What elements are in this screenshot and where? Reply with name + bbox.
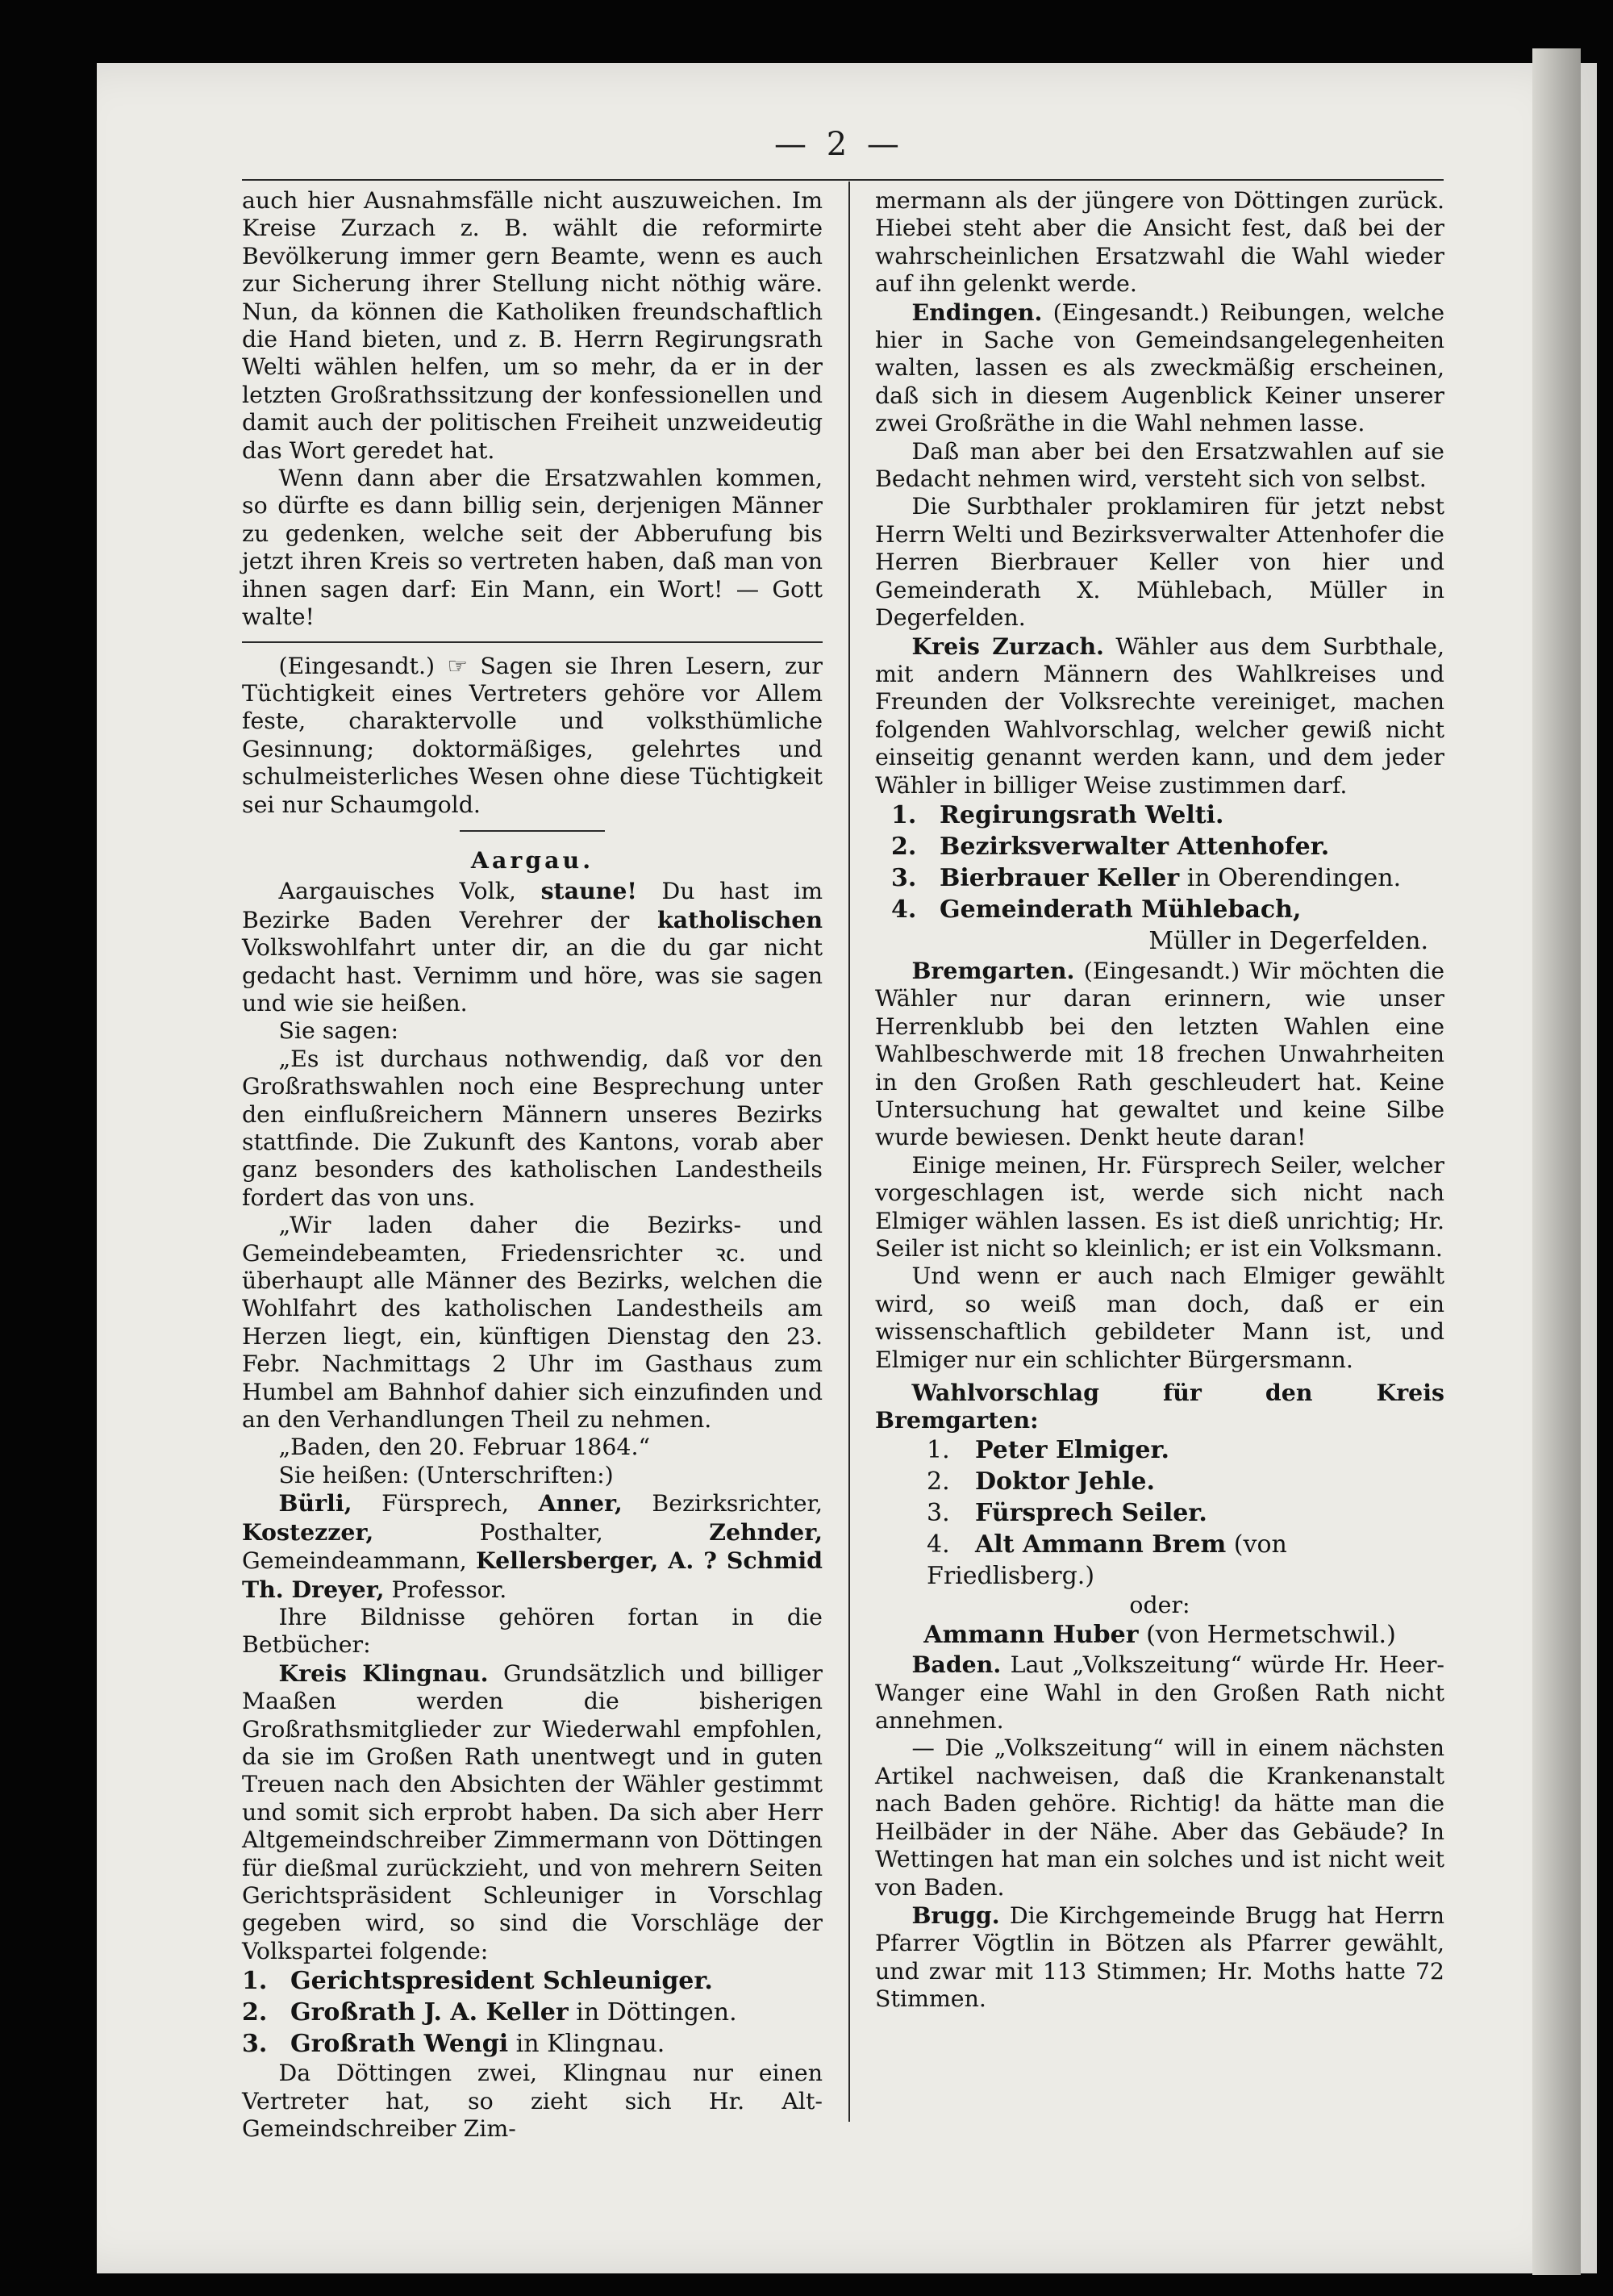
list-item bbox=[891, 894, 1444, 925]
list-item bbox=[242, 1997, 823, 2028]
candidate-name: Großrath J. A. Keller bbox=[290, 1998, 569, 2027]
candidate-name: Bezirksverwalter Attenhofer. bbox=[940, 832, 1330, 861]
paragraph-zurzach bbox=[875, 632, 1444, 799]
candidate-list-zurzach bbox=[875, 799, 1444, 957]
list-item bbox=[242, 1965, 823, 1997]
list-item bbox=[242, 2028, 823, 2060]
paragraph-text: Sagen sie Ihren Lesern, zur Tüchtigkeit eines Vertreters gehöre vor Allem feste, charaktervolle und volksthümliche Gesinnung; doktormäßiges, gelehrtes und schulmeisterliches Wesen ohne diese Tüchtigkeit sei nur Schaumgold. bbox=[242, 652, 823, 818]
list-number: 3. bbox=[927, 1498, 950, 1527]
candidate-place: (von Hermetschwil.) bbox=[1146, 1621, 1396, 1650]
signatory-name: Kostezzer, bbox=[242, 1517, 374, 1546]
list-number: 2. bbox=[242, 1998, 268, 2027]
signatory-role: Gemeindeammann, bbox=[242, 1547, 467, 1575]
candidate-list bbox=[242, 1965, 823, 2060]
list-item bbox=[891, 862, 1444, 894]
column-divider bbox=[848, 182, 850, 2122]
district-heading: Kreis Zurzach. bbox=[911, 632, 1104, 660]
paragraph-eingesandt bbox=[242, 653, 823, 819]
candidate-name: Doktor Jehle. bbox=[975, 1467, 1155, 1496]
paragraph: Sie sagen: bbox=[278, 1017, 399, 1045]
paragraph-text: Laut „Volkszeitung“ würde Hr. Heer-Wanger eine Wahl in den Großen Rath nicht annehmen. bbox=[875, 1651, 1444, 1735]
paragraph-text: Die Kirchgemeinde Brugg hat Herrn Pfarrer Vögtlin in Bötzen als Pfarrer gewählt, und zwar mit 113 Stimmen; Hr. Moths hatte 72 Stimmen. bbox=[875, 1902, 1444, 2013]
candidate-name: Ammann Huber bbox=[923, 1621, 1139, 1650]
district-heading: Brugg. bbox=[911, 1901, 1000, 1929]
section-heading-aargau: Aargau. bbox=[470, 845, 594, 874]
district-heading: Kreis Klingnau. bbox=[278, 1659, 489, 1687]
list-item bbox=[891, 799, 1444, 831]
pointing-hand-icon: ☞ bbox=[447, 652, 468, 679]
candidate-name: Gemeinderath Mühlebach, bbox=[940, 895, 1302, 924]
district-heading: Bremgarten. bbox=[911, 956, 1075, 984]
candidate-place: in Oberendingen. bbox=[1186, 863, 1402, 892]
paragraph: Wenn dann aber die Ersatzwahlen kommen, so dürfte es dann billig sein, derjenigen Männer zu gedenken, welche seit der Abberufung bis jetzt ihren Kreis so vertreten haben, daß man von ihnen sagen darf: Ein Mann, ein Wort! — Gott walte! bbox=[242, 465, 823, 631]
candidate-name: Bierbrauer Keller bbox=[940, 863, 1180, 892]
emphasis: staune! bbox=[540, 877, 637, 905]
paragraph: — Die „Volkszeitung“ will in einem nächsten Artikel nachweisen, daß die Krankenanstalt nach Baden gehöre. Richtig! da hätte man die Heilbäder in der Nähe. Aber das Gebäude? In Wettingen hat man ein solches und ist nicht weit von Baden. bbox=[875, 1735, 1444, 1901]
list-item-tail: Müller in Degerfelden. bbox=[1148, 926, 1428, 955]
list-number: 2. bbox=[927, 1467, 950, 1496]
left-column bbox=[242, 187, 823, 2143]
paragraph-baden bbox=[875, 1651, 1444, 1735]
paragraph-bremgarten bbox=[875, 957, 1444, 1152]
list-item bbox=[891, 831, 1444, 862]
signatory-role: Fürsprech, bbox=[381, 1490, 510, 1517]
signatory-role: Bezirksrichter, bbox=[652, 1490, 823, 1517]
candidate-list-bremgarten bbox=[875, 1434, 1444, 1592]
signatory-name: Anner, bbox=[538, 1489, 623, 1517]
paragraph-text: Wähler aus dem Surbthale, mit andern Männern des Wahlkreises und Freunden der Volksrechte vereiniget, machen folgenden Wahlvorschlag, welcher gewiß nicht einseitig genannt werden kann, und dem jeder Wähler in billiger Weise zustimmen darf. bbox=[875, 632, 1444, 799]
signatory-role: Professor. bbox=[391, 1576, 507, 1603]
list-item bbox=[927, 1497, 1444, 1529]
paragraph-endingen bbox=[875, 298, 1444, 438]
divider bbox=[242, 641, 823, 643]
paragraph: Da Döttingen zwei, Klingnau nur einen Vertreter hat, so zieht sich Hr. Alt-Gemeindschreiber Zim- bbox=[242, 2060, 823, 2142]
candidate-place: in Klingnau. bbox=[515, 2030, 665, 2059]
list-number: 3. bbox=[242, 2030, 268, 2059]
paragraph: Ihre Bildnisse gehören fortan in die Betbücher: bbox=[242, 1603, 823, 1659]
list-number: 2. bbox=[891, 832, 917, 861]
emphasis: katholischen bbox=[657, 905, 823, 933]
page-edge-shadow bbox=[1532, 48, 1581, 2275]
paragraph-klingnau bbox=[242, 1659, 823, 1965]
list-number: 4. bbox=[891, 895, 917, 924]
paragraph bbox=[242, 877, 823, 1017]
signatory-name: Kellersberger, A. ? Schmid Th. Dreyer, bbox=[242, 1547, 823, 1603]
paragraph-text: (Eingesandt.) Wir möchten die Wähler nur daran erinnern, wie unser Herrenklubb bei den letzten Wahlen eine Wahlbeschwerde mit 18 frechen Unwahrheiten in den Großen Rath geschleudert hat. Keine Untersuchung hat gewaltet und keine Silbe wurde bewiesen. Denkt heute daran! bbox=[875, 957, 1444, 1151]
paragraph: Daß man aber bei den Ersatzwahlen auf sie Bedacht nehmen wird, versteht sich von selbst. bbox=[875, 437, 1444, 493]
list-number: 1. bbox=[242, 1967, 268, 1996]
section-heading-wahlvorschlag: Wahlvorschlag für den Kreis Bremgarten: bbox=[875, 1379, 1444, 1434]
paragraph: Die Surbthaler proklamiren für jetzt nebst Herrn Welti und Bezirksverwalter Attenhofer die Herren Bierbrauer Keller von hier und Gemeinderath X. Mühlebach, Müller in Degerfelden. bbox=[875, 493, 1444, 632]
district-heading: Baden. bbox=[911, 1651, 1002, 1679]
header-rule bbox=[242, 179, 1444, 181]
list-number: 4. bbox=[927, 1530, 950, 1559]
candidate-place: (von Friedlisberg.) bbox=[927, 1530, 1287, 1590]
eingesandt-label: (Eingesandt.) bbox=[278, 652, 436, 679]
list-number: 1. bbox=[891, 800, 917, 829]
list-number: 3. bbox=[891, 863, 917, 892]
paragraph: mermann als der jüngere von Döttingen zurück. Hiebei steht aber die Ansicht fest, daß bei der wahrscheinlichen Ersatzwahl die Wahl wieder auf ihn gelenkt werde. bbox=[875, 187, 1444, 298]
paragraph-brugg bbox=[875, 1902, 1444, 2014]
list-number: 1. bbox=[927, 1435, 950, 1464]
candidate-name: Alt Ammann Brem bbox=[975, 1530, 1227, 1559]
candidate-place: in Döttingen. bbox=[576, 1998, 737, 2027]
quote-date: „Baden, den 20. Februar 1864.“ bbox=[278, 1434, 650, 1461]
right-column bbox=[875, 187, 1444, 2014]
signatory-name: Zehnder, bbox=[709, 1517, 823, 1546]
signatory-name: Bürli, bbox=[278, 1489, 352, 1517]
list-item bbox=[927, 1466, 1444, 1497]
district-heading: Endingen. bbox=[911, 298, 1043, 326]
paragraph: Und wenn er auch nach Elmiger gewählt wird, so weiß man doch, daß er ein wissenschaftlich gebildeter Mann ist, und Elmiger nur ein schlichter Bürgersmann. bbox=[875, 1263, 1444, 1373]
text-span: Aargauisches Volk, bbox=[278, 878, 516, 905]
quote-paragraph: „Es ist durchaus nothwendig, daß vor den Großrathswahlen noch eine Besprechung unter den einflußreichern Männern unseres Bezirks stattfinde. Die Zukunft des Kantons, vorab aber ganz besonders des katholischen Landestheils fordert das von uns. bbox=[242, 1045, 823, 1211]
quote-paragraph: „Wir laden daher die Bezirks- und Gemeindebeamten, Friedensrichter ꝛc. und überhaupt alle Männer des Bezirks, welchen die Wohlfahrt des katholischen Landestheils am Herzen liegt, ein, künftigen Dienstag den 23. Febr. Nachmittags 2 Uhr im Gasthaus zum Humbel am Bahnhof dahier sich einzufinden und an den Verhandlungen Theil zu nehmen. bbox=[242, 1212, 823, 1434]
paragraph-text: (Eingesandt.) Reibungen, welche hier in Sache von Gemeindsangelegenheiten walten, lassen es als zweckmäßig erscheinen, daß sich in diesem Augenblick Keiner unserer zwei Großräthe in die Wahl nehmen lasse. bbox=[875, 298, 1444, 437]
page-number: — 2 — bbox=[774, 126, 904, 163]
list-item bbox=[927, 1434, 1444, 1466]
alternative-candidate bbox=[875, 1619, 1444, 1651]
divider bbox=[460, 830, 605, 832]
candidate-name: Regirungsrath Welti. bbox=[940, 800, 1224, 829]
candidate-name: Fürsprech Seiler. bbox=[975, 1498, 1207, 1527]
candidate-name: Gerichtspresident Schleuniger. bbox=[290, 1967, 713, 1996]
candidate-name: Großrath Wengi bbox=[290, 2030, 509, 2059]
paragraph: Einige meinen, Hr. Fürsprech Seiler, welcher vorgeschlagen ist, werde sich nicht nach Elmiger wählen lassen. Es ist dieß unrichtig; Hr. Seiler ist nicht so kleinlich; er ist ein Volksmann. bbox=[875, 1151, 1444, 1262]
list-item bbox=[927, 1529, 1444, 1592]
alternative-marker: oder: bbox=[1129, 1591, 1190, 1618]
signatory-role: Posthalter, bbox=[479, 1518, 603, 1546]
text-span: Du hast im Bezirke Baden Verehrer der bbox=[242, 878, 823, 933]
paragraph: Sie heißen: (Unterschriften:) bbox=[278, 1461, 614, 1488]
candidate-name: Peter Elmiger. bbox=[975, 1435, 1169, 1464]
signatories bbox=[242, 1489, 823, 1604]
text-span: Volkswohlfahrt unter dir, an die du gar nicht gedacht hast. Vernimm und höre, was sie sagen und wie sie heißen. bbox=[242, 934, 823, 1017]
paragraph-text: Grundsätzlich und billiger Maaßen werden die bisherigen Großrathsmitglieder zur Wiederwahl empfohlen, da sie im Großen Rath unentwegt und in guten Treuen nach den Absichten der Wähler gestimmt und somit sich erprobt haben. Da sich aber Herr Altgemeindschreiber Zimmermann von Döttingen für dießmal zurückzieht, und von mehrern Seiten Gerichtspräsident Schleuniger in Vorschlag gegeben wird, so sind die Vorschläge der Volkspartei folgende: bbox=[242, 1659, 823, 1964]
paragraph: auch hier Ausnahmsfälle nicht auszuweichen. Im Kreise Zurzach z. B. wählt die reformirte Bevölkerung immer gern Beamte, wenn es auch zur Sicherung ihrer Stellung nicht nöthig wäre. Nun, da können die Katholiken freundschaftlich die Hand bieten, und z. B. Herrn Regirungsrath Welti wählen helfen, um so mehr, da er in der letzten Großrathssitzung der konfessionellen und damit auch der politischen Freiheit unzweideutig das Wort geredet hat. bbox=[242, 187, 823, 464]
